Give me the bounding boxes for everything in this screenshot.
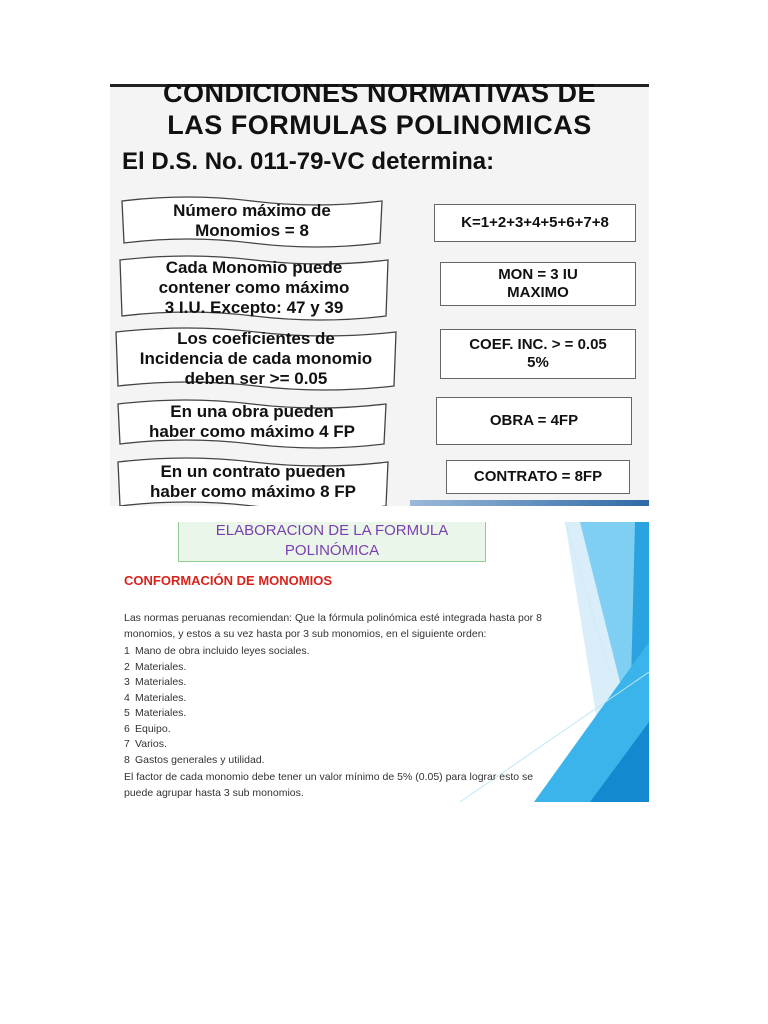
list-item: [124, 644, 549, 660]
list-text: Materiales.: [135, 660, 187, 673]
list-number: 1: [124, 645, 130, 657]
list-text: Materiales.: [135, 676, 187, 688]
result-line: COEF. INC. > = 0.05: [469, 336, 607, 353]
list-item: [124, 660, 549, 676]
list-text: Equipo.: [135, 722, 171, 735]
list-text: Varios.: [135, 738, 167, 750]
result-box-k: [434, 204, 636, 242]
condition-line: Los coeficientes de: [177, 329, 335, 348]
list-item: [124, 675, 549, 691]
slide-header-box: [178, 522, 486, 562]
condition-line: deben ser >= 0.05: [184, 369, 328, 388]
slide-title-line1: CONDICIONES NORMATIVAS DE: [162, 84, 597, 108]
list-item: [124, 706, 549, 722]
result-line: MON = 3 IU: [498, 266, 578, 283]
closing-paragraph: El factor de cada monomio debe tener un valor mínimo de 5% (0.05) para lograr esto se puede agrupar hasta 3 sub monomios.: [124, 771, 534, 799]
result-line: CONTRATO = 8FP: [473, 468, 603, 485]
condition-line: En una obra pueden: [170, 402, 334, 421]
list-item: [124, 722, 549, 738]
condition-line: haber como máximo 8 FP: [150, 482, 356, 501]
condition-line: Cada Monomio puede: [165, 258, 343, 277]
condition-line: haber como máximo 4 FP: [149, 422, 355, 441]
condition-line: En un contrato pueden: [160, 462, 346, 481]
list-text: Mano de obra incluido leyes sociales.: [135, 645, 310, 657]
slide-subtitle: El D.S. No. 011-79-VC determina:: [122, 148, 495, 175]
condition-scroll-max-fp-work: [114, 398, 390, 450]
slide-monomial-composition: [110, 522, 649, 802]
monomial-order-list: [124, 644, 549, 768]
condition-line: Monomios = 8: [195, 221, 309, 240]
condition-scroll-max-fp-contract: [114, 456, 392, 506]
condition-scroll-coefficients: [110, 326, 404, 392]
list-item: [124, 691, 549, 707]
list-number: 6: [124, 722, 130, 735]
result-box-contrato: [446, 460, 630, 494]
slide-normative-conditions: [110, 84, 649, 506]
list-number: 3: [124, 676, 130, 688]
result-box-obra: [436, 397, 632, 445]
list-number: 7: [124, 738, 130, 750]
section-title: CONFORMACIÓN DE MONOMIOS: [124, 573, 332, 588]
result-line: 5%: [527, 354, 549, 371]
condition-scroll-max-monomials: [118, 195, 386, 249]
list-item: [124, 753, 549, 769]
header-line2: POLINÓMICA: [284, 542, 380, 559]
result-line: K=1+2+3+4+5+6+7+8: [461, 214, 609, 231]
result-line: OBRA = 4FP: [489, 412, 579, 429]
footer-decorative-strip: [410, 500, 649, 506]
condition-line: 3 I.U. Excepto: 47 y 39: [164, 298, 344, 317]
slide-title-line2: LAS FORMULAS POLINOMICAS: [167, 110, 592, 140]
result-line: MAXIMO: [507, 284, 569, 301]
list-number: 2: [124, 660, 130, 673]
list-item: [124, 737, 549, 753]
result-box-coef: [440, 329, 636, 379]
condition-line: Incidencia de cada monomio: [139, 349, 373, 368]
list-text: Materiales.: [135, 691, 187, 704]
list-text: Materiales.: [135, 707, 187, 719]
result-box-mon: [440, 262, 636, 306]
header-line1: ELABORACION DE LA FORMULA: [215, 522, 449, 539]
list-number: 4: [124, 691, 130, 704]
intro-paragraph: Las normas peruanas recomiendan: Que la fórmula polinómica esté integrada hasta por 8 monomios, y estos a su vez hasta por 3 sub monomios, en el siguiente orden:: [124, 612, 542, 640]
list-number: 5: [124, 707, 130, 719]
list-text: Gastos generales y utilidad.: [135, 753, 265, 766]
condition-scroll-iu-per-monomial: [116, 254, 392, 322]
list-number: 8: [124, 753, 130, 766]
condition-line: contener como máximo: [158, 278, 350, 297]
slide-body-text: [124, 611, 549, 801]
condition-line: Número máximo de: [173, 201, 331, 220]
